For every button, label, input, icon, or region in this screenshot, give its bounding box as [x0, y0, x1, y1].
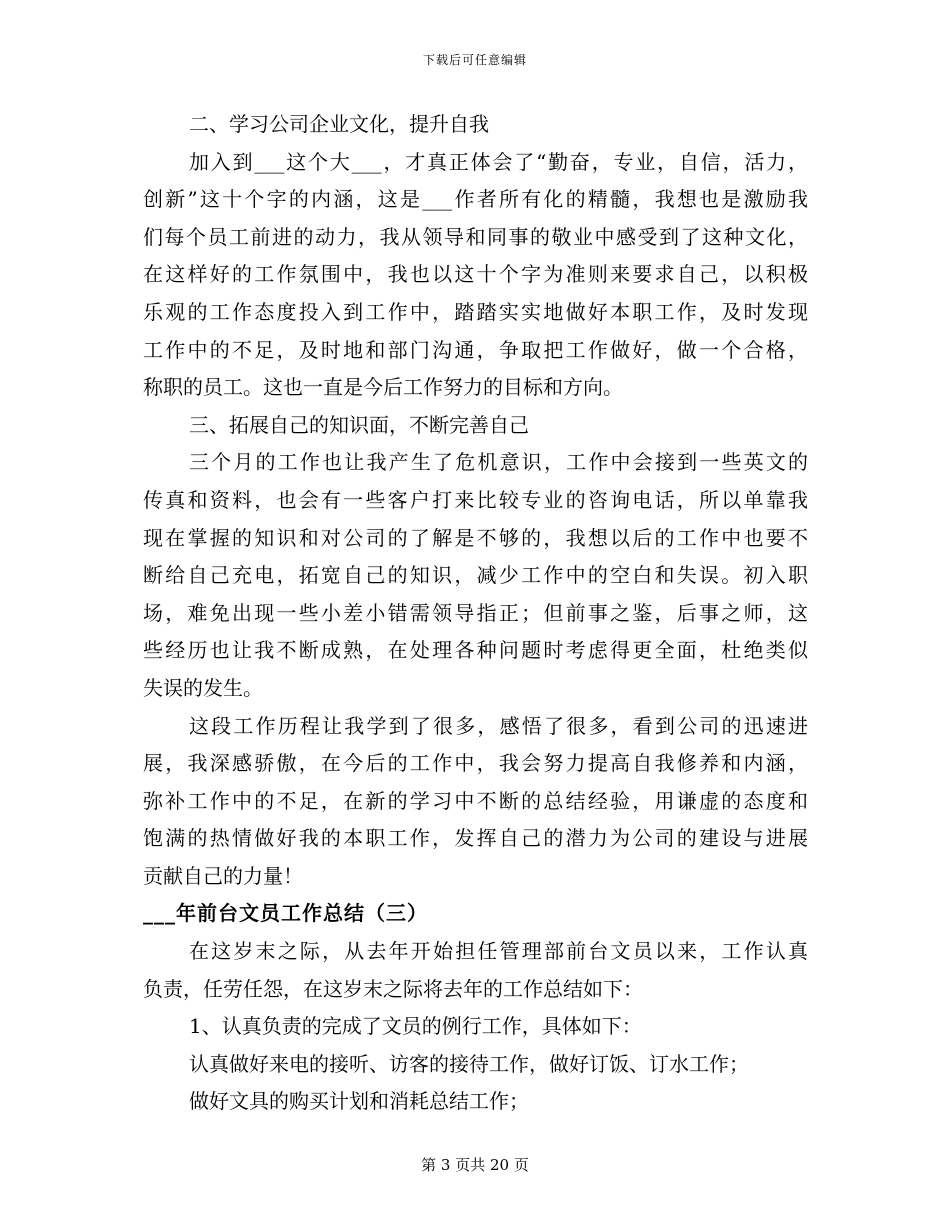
document-body [143, 106, 808, 1121]
text-line: 饱满的热情做好我的本职工作，发挥自己的潜力为公司的建设与进展 [143, 826, 808, 851]
text-line: 三、拓展自己的知识面，不断完善自己 [189, 412, 529, 437]
paragraph [143, 444, 808, 707]
text-line: 场，难免出现一些小差小错需领导指正；但前事之鉴，后事之师，这 [143, 600, 808, 625]
text-line: 贡献自己的力量！ [143, 863, 303, 888]
text-line: 展，我深感骄傲，在今后的工作中，我会努力提高自我修养和内涵， [143, 751, 808, 776]
paragraph [143, 708, 808, 896]
text-line: 弥补工作中的不足，在新的学习中不断的总结经验，用谦虚的态度和 [143, 788, 808, 813]
section-title [143, 895, 808, 933]
text-line: 些经历也让我不断成熟，在处理各种问题时考虑得更全面，杜绝类似 [143, 638, 808, 663]
text-line: 认真做好来电的接听、访客的接待工作，做好订饭、订水工作； [189, 1051, 749, 1076]
section-heading [143, 1008, 808, 1046]
page-footer: 第 3 页共 20 页 [421, 1156, 529, 1174]
text-line: 创新”这十个字的内涵，这是___作者所有化的精髓，我想也是激励我 [143, 187, 808, 212]
text-line: 在这样好的工作氛围中，我也以这十个字为准则来要求自己，以积极 [143, 262, 808, 287]
text-line: 乐观的工作态度投入到工作中，踏踏实实地做好本职工作，及时发现 [143, 299, 808, 324]
text-line: 在这岁末之际，从去年开始担任管理部前台文员以来，工作认真 [189, 939, 808, 964]
text-line: 称职的员工。这也一直是今后工作努力的目标和方向。 [143, 375, 623, 400]
text-line: 这段工作历程让我学到了很多，感悟了很多，看到公司的迅速进 [189, 713, 808, 738]
section-heading [143, 1046, 808, 1084]
text-line: 传真和资料，也会有一些客户打来比较专业的咨询电话，所以单靠我 [143, 487, 808, 512]
text-line: 1、认真负责的完成了文员的例行工作，具体如下： [189, 1014, 642, 1039]
page-header: 下载后可任意编辑 [422, 53, 527, 67]
text-line: 负责，任劳任怨，在这岁末之际将去年的工作总结如下： [143, 976, 643, 1001]
text-line: 现在掌握的知识和对公司的了解是不够的，我想以后的工作中也要不 [143, 525, 808, 550]
paragraph [143, 933, 808, 1008]
text-line: 失误的发生。 [143, 675, 263, 700]
text-line: 断给自己充电，拓宽自己的知识，减少工作中的空白和失误。初入职 [143, 563, 808, 588]
text-line: 们每个员工前进的动力，我从领导和同事的敬业中感受到了这种文化， [143, 224, 808, 249]
text-line: 二、学习公司企业文化，提升自我 [189, 112, 489, 136]
text-line: 加入到___这个大___，才真正体会了“勤奋，专业，自信，活力， [189, 149, 808, 174]
section-heading [143, 407, 808, 445]
text-line: 工作中的不足，及时地和部门沟通，争取把工作做好，做一个合格， [143, 337, 808, 362]
text-line: 做好文具的购买计划和消耗总结工作； [189, 1089, 529, 1114]
paragraph [143, 144, 808, 407]
section-heading [143, 1083, 808, 1121]
text-line: ___年前台文员工作总结（三） [143, 901, 428, 926]
section-heading [143, 106, 808, 144]
text-line: 三个月的工作也让我产生了危机意识，工作中会接到一些英文的 [189, 450, 808, 475]
